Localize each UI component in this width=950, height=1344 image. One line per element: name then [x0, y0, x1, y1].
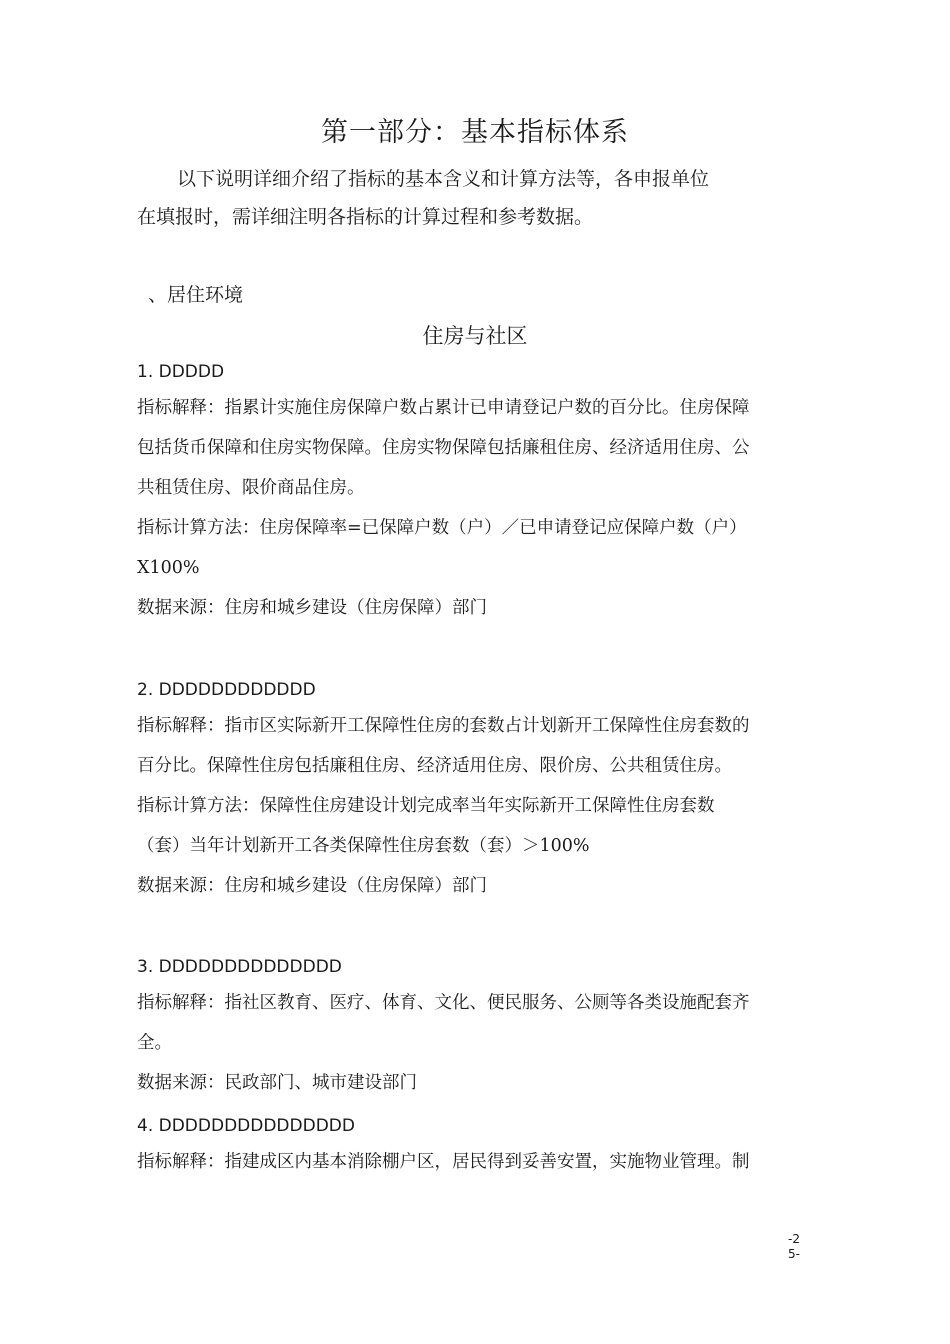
page-title: 第一部分：基本指标体系 — [321, 117, 629, 148]
text-line: 指标解释：指市区实际新开工保障性住房的套数占计划新开工保障性住房套数的 — [137, 716, 750, 736]
text-line: 指标解释：指社区教育、医疗、体育、文化、便民服务、公厕等各类设施配套齐 — [137, 993, 750, 1013]
text-line: 指标解释：指累计实施住房保障户数占累计已申请登记户数的百分比。住房保障 — [137, 398, 750, 418]
item-explanation — [137, 706, 813, 786]
item-explanation — [137, 388, 813, 508]
page-number-line: -2 — [788, 1232, 800, 1246]
item-explanation — [137, 1142, 813, 1182]
item-heading: 3. DDDDDDDDDDDDDD — [137, 957, 342, 977]
item-source: 数据来源：住房和城乡建设（住房保障）部门 — [137, 598, 487, 618]
item-method — [137, 786, 813, 866]
text-line: 共租赁住房、限价商品住房。 — [137, 478, 365, 498]
text-line: 指标计算方法：保障性住房建设计划完成率当年实际新开工保障性住房套数 — [137, 796, 715, 816]
item-explanation — [137, 983, 813, 1063]
item-heading: 4. DDDDDDDDDDDDDDD — [137, 1116, 355, 1136]
text-line: 指标计算方法：住房保障率=已保障户数（户）／已申请登记应保障户数（户） — [137, 518, 747, 538]
text-line: X100% — [137, 558, 200, 578]
item-source: 数据来源：住房和城乡建设（住房保障）部门 — [137, 876, 487, 896]
item-method — [137, 508, 813, 588]
intro-line: 以下说明详细介绍了指标的基本含义和计算方法等，各申报单位 — [177, 168, 710, 190]
intro-line: 在填报时，需详细注明各指标的计算过程和参考数据。 — [137, 206, 594, 228]
text-line: 包括货币保障和住房实物保障。住房实物保障包括廉租住房、经济适用住房、公 — [137, 438, 750, 458]
subsection-heading: 住房与社区 — [422, 324, 528, 348]
text-line: （套）当年计划新开工各类保障性住房套数（套）＞100% — [137, 836, 590, 856]
text-line: 指标解释：指建成区内基本消除棚户区，居民得到妥善安置，实施物业管理。制 — [137, 1152, 750, 1172]
text-line: 全。 — [137, 1033, 172, 1053]
item-heading: 2. DDDDDDDDDDDD — [137, 680, 316, 700]
intro-paragraph — [137, 160, 817, 236]
item-source: 数据来源：民政部门、城市建设部门 — [137, 1073, 417, 1093]
text-line: 百分比。保障性住房包括廉租住房、经济适用住房、限价房、公共租赁住房。 — [137, 756, 732, 776]
section-heading: 、居住环境 — [148, 284, 244, 306]
item-heading: 1. DDDDD — [137, 362, 225, 382]
page-number-line: 5- — [788, 1247, 800, 1261]
page-number — [788, 1232, 800, 1262]
